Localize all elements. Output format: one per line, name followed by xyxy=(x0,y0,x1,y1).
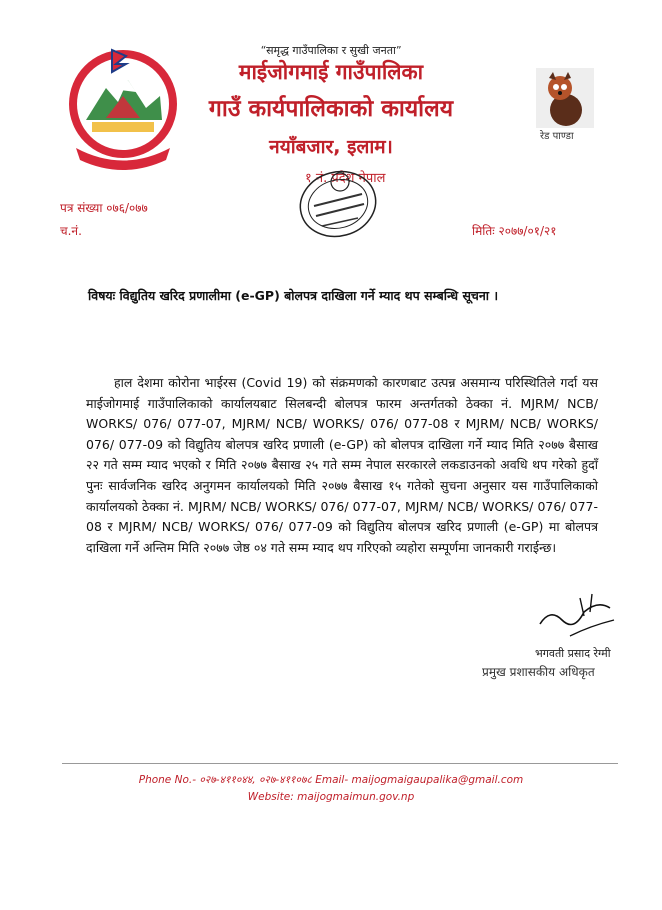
signatory-name: भगवती प्रसाद रेग्मी xyxy=(535,647,611,660)
notice-body: हाल देशमा कोरोना भाईरस (Covid 19) को संक्रमणको कारणबाट उत्पन्न असमान्य परिस्थितिले गर्दा यस माईजोगमाई गाउँपालिकाको कार्यालयबाट सिलबन्दी बोलपत्र फारम अन्तर्गतको ठेक्का नं. MJRM/ NCB/ WORKS/ 076/ 077-07, MJRM/ NCB/ WORKS/ 076/ 077-08 र MJRM/ NCB/ WORKS/ 076/ 077-09 को विद्युतिय बोलपत्र खरिद प्रणाली (e-GP) को बोलपत्र दाखिला गर्ने म्याद मिति २०७७ बैसाख २२ गते सम्म म्याद भएको र मिति २०७७ बैसाख २५ गते सम्म नेपाल सरकारले लकडाउनको अवधि थप गरेको हुदाँ पुनः सार्वजनिक खरिद अनुगमन कार्यालयको मिति २०७७ बैसाख १५ गतेको सुचना अनुसार यस गाउँपालिकाको कार्यालयको ठेक्का नं. MJRM/ NCB/ WORKS/ 076/ 077-07, MJRM/ NCB/ WORKS/ 076/ 077-08 र MJRM/ NCB/ WORKS/ 076/ 077-09 को विद्युतिय बोलपत्र खरिद प्रणाली (e-GP) मा बोलपत्र दाखिला गर्ने अन्तिम मिति २०७७ जेष्ठ ०४ गते सम्म म्याद थप गरिएको व्यहोरा सम्पूर्णमा जानकारी गराईन्छ। xyxy=(86,375,598,555)
office-name: माईजोगमाई गाउँपालिका xyxy=(238,60,424,84)
slogan: “समृद्ध गाउँपालिका र सुखी जनता” xyxy=(260,44,402,57)
footer-website: Website: maijogmaimun.gov.np xyxy=(247,791,415,803)
letter-date: मितिः २०७७/०१/२१ xyxy=(472,224,557,238)
signature-icon xyxy=(510,590,630,650)
official-stamp-icon xyxy=(288,160,388,248)
footer-contact: Phone No.- ०२७-४११०४४, ०२७-४११०७८ Email- maijogmaigaupalika@gmail.com xyxy=(138,774,524,786)
office-location: नयाँबजार, इलाम। xyxy=(269,136,393,158)
office-subtitle: गाउँ कार्यपालिकाको कार्यालय xyxy=(208,96,454,122)
panda-label: रेड पाण्डा xyxy=(540,131,574,142)
footer-divider xyxy=(62,763,618,764)
signatory-title: प्रमुख प्रशासकीय अधिकृत xyxy=(482,665,595,679)
ward-label: १ नं. प्रदेश नेपाल xyxy=(305,171,386,186)
letter-number: पत्र संख्या ०७६/०७७ xyxy=(60,201,148,215)
red-panda-icon xyxy=(536,68,594,128)
subject-line: विषयः विद्युतिय खरिद प्रणालीमा (e-GP) बोलपत्र दाखिला गर्ने म्याद थप सम्बन्धि सूचना । xyxy=(88,288,499,303)
dispatch-number: च.नं. xyxy=(60,224,82,238)
